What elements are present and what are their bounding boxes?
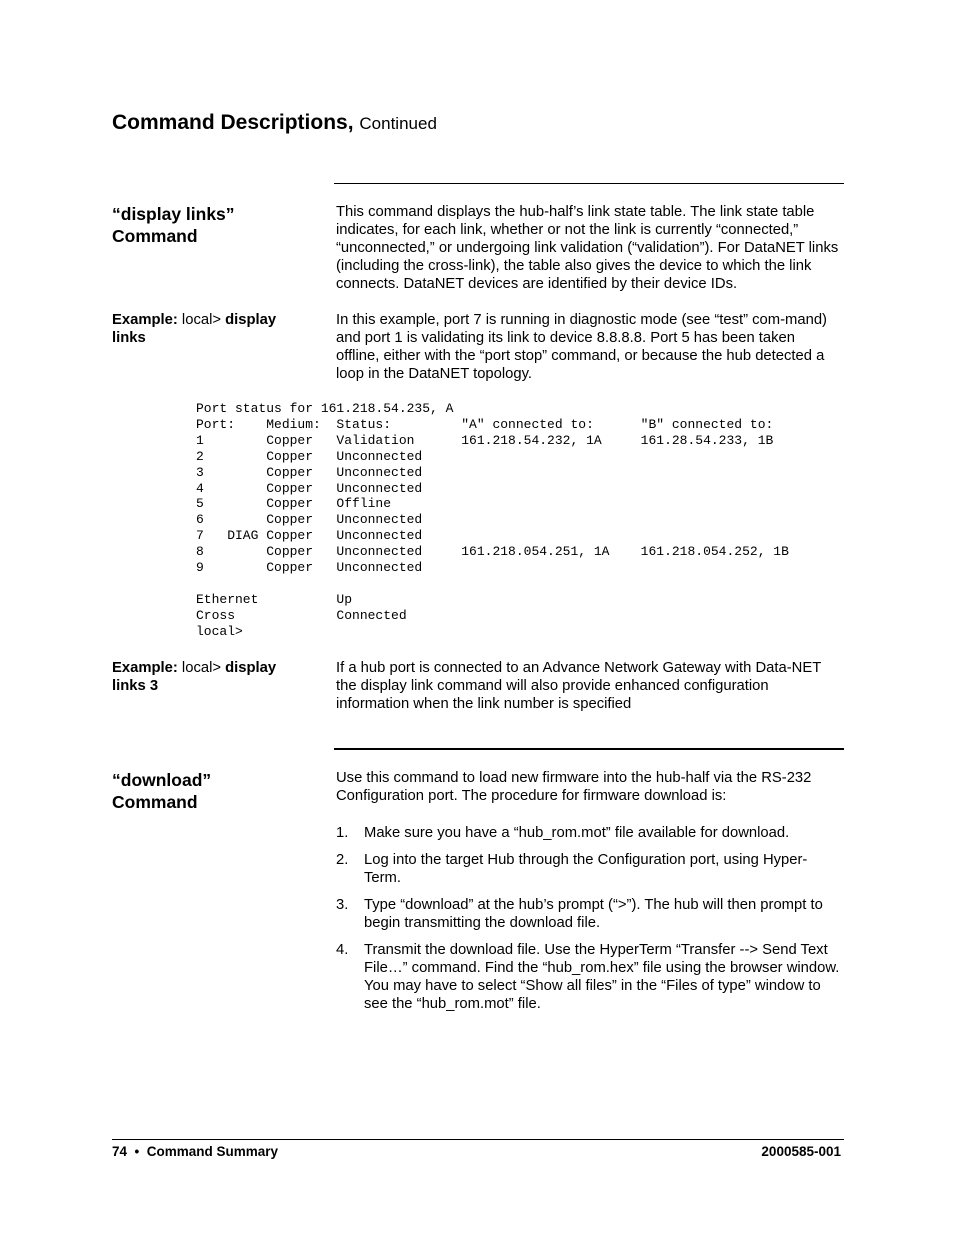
page-title-main: Command Descriptions, <box>112 111 354 134</box>
example-label-2-prompt: local> <box>181 660 221 676</box>
download-intro: Use this command to load new firmware into the hub-half via the RS-232 Configuration port. The procedure for firmware download is: <box>336 770 812 804</box>
step-text: Type “download” at the hub’s prompt (“>”). The hub will then prompt to begin transmitting the download file. <box>364 897 823 931</box>
example-label-command: display links <box>112 312 277 346</box>
footer-rule <box>112 1139 844 1140</box>
link-status-output: Port status for 161.218.54.235, A Port: Medium: Status: "A" connected to: "B" connected to: 1 Copper Validation 161.218.54.232, 1A 161.28.54.233, 1B 2 Copper Unconnected 3 Copper Unconnected 4 Copper Unconnected 5 Copper Offline 6 Copper Unconnected 7 DIAG Copper Unconnected 8 Copper Unconnected 161.218.054.251, 1A 161.218.054.252, 1B 9 Copper Unconnected Ethernet Up Cross Connected local> <box>196 401 789 639</box>
step-number: 2. <box>336 852 349 868</box>
page-title-continued: Continued <box>359 114 437 133</box>
display-links-description: This command displays the hub-half’s link state table. The link state table indicates, for each link, whether or not the link is currently “connected,” “unconnected,” or undergoing link validation (“validation”). For DataNET links (including the cross-link), the table also gives the device to which the link connects. DataNET devices are identified by their device IDs. <box>336 204 839 292</box>
step-number: 4. <box>336 942 349 958</box>
section-divider <box>334 183 844 184</box>
page-title <box>112 111 437 135</box>
example-label-2 <box>112 659 312 695</box>
example-label-2-command: display links 3 <box>112 660 277 694</box>
example-label-2-bold: Example: <box>112 660 178 676</box>
step-number: 1. <box>336 825 349 841</box>
footer-doc-number: 2000585-001 <box>761 1144 841 1159</box>
download-heading: “download” Command <box>112 770 212 812</box>
footer-page-info: 74 • Command Summary <box>112 1144 279 1159</box>
example-label-bold: Example: <box>112 312 178 328</box>
section-divider-2 <box>334 748 844 750</box>
example-2-description: If a hub port is connected to an Advance Network Gateway with Data-NET the display link command will also provide enhanced configuration information when the link number is specified <box>336 660 821 712</box>
step-text: Log into the target Hub through the Configuration port, using Hyper-Term. <box>364 852 808 886</box>
example-description: In this example, port 7 is running in diagnostic mode (see “test” com-mand) and port 1 is validating its link to device 8.8.8.8. Port 5 has been taken offline, either with the “port stop” command, or because the hub detected a loop in the DataNET topology. <box>336 312 827 382</box>
display-links-heading: “display links” Command <box>112 204 235 246</box>
example-label-prompt: local> <box>181 312 221 328</box>
step-text: Make sure you have a “hub_rom.mot” file available for download. <box>364 825 790 841</box>
example-label <box>112 311 312 347</box>
step-number: 3. <box>336 897 349 913</box>
step-text: Transmit the download file. Use the HyperTerm “Transfer --> Send Text File…” command. Find the “hub_rom.hex” file using the browser window. You may have to select “Show all files” in the “Files of type” window to see the “hub_rom.mot” file. <box>364 942 840 1012</box>
